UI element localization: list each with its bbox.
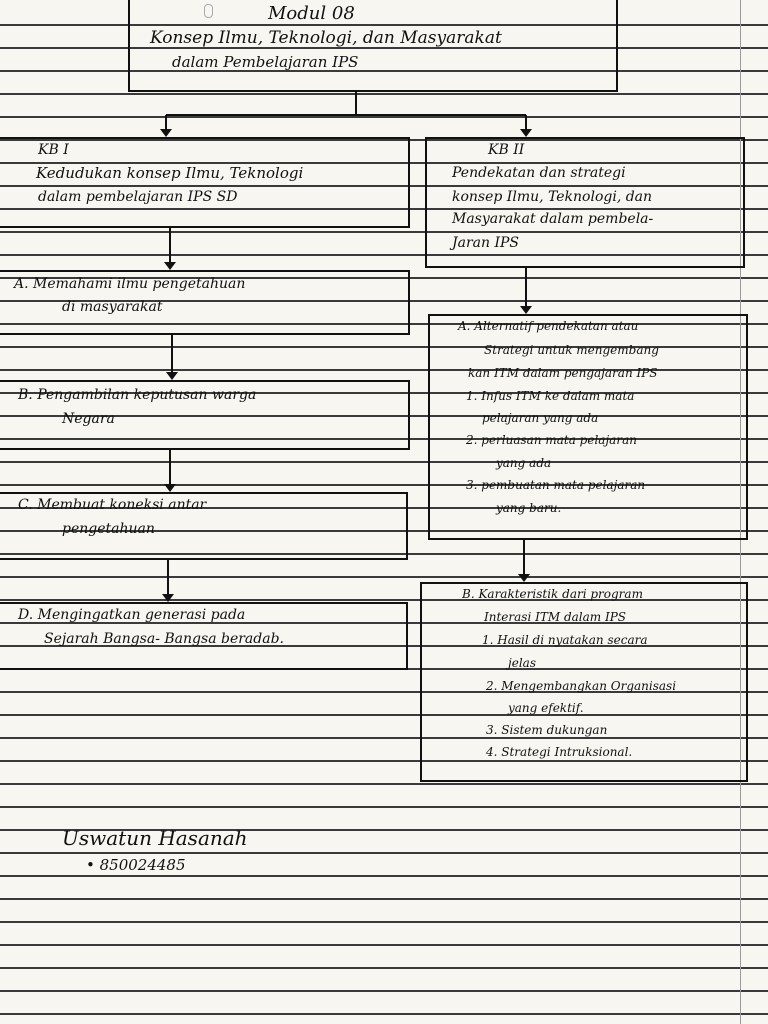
arrow-sb-head xyxy=(518,574,530,582)
section-a-item-3a: 3. pembuatan mata pelajaran xyxy=(466,478,646,492)
kb1-label: KB I xyxy=(38,142,69,158)
arrow-a-head xyxy=(164,262,176,270)
section-b-line-2: Interasi ITM dalam IPS xyxy=(484,610,626,624)
section-b-item-3: 3. Sistem dukungan xyxy=(486,723,608,737)
point-a-line-2: di masyarakat xyxy=(62,299,163,315)
point-b-line-1: B. Pengambilan keputusan warga xyxy=(18,387,257,403)
kb2-label: KB II xyxy=(488,142,525,158)
arrow-left-head xyxy=(160,129,172,137)
section-b-item-1a: 1. Hasil di nyatakan secara xyxy=(482,633,648,647)
signature-name: Uswatun Hasanah xyxy=(62,826,248,850)
kb2-line-3: Masyarakat dalam pembela- xyxy=(452,211,654,227)
module-title: Modul 08 xyxy=(268,3,355,24)
kb1-line-2: dalam pembelajaran IPS SD xyxy=(38,189,238,205)
point-d-line-2: Sejarah Bangsa- Bangsa beradab. xyxy=(44,631,284,647)
section-a-item-2a: 2. perluasan mata pelajaran xyxy=(466,433,637,447)
point-b-line-2: Negara xyxy=(62,411,115,427)
kb2-line-2: konsep Ilmu, Teknologi, dan xyxy=(452,189,653,205)
kb2-line-1: Pendekatan dan strategi xyxy=(452,165,626,181)
arrow-right-head xyxy=(520,129,532,137)
section-a-item-3b: yang baru. xyxy=(496,501,562,515)
section-a-item-2b: yang ada xyxy=(496,456,552,470)
kb1-line-1: Kedudukan konsep Ilmu, Teknologi xyxy=(36,164,304,182)
section-b-item-2a: 2. Mengembangkan Organisasi xyxy=(486,679,677,693)
section-a-item-1b: pelajaran yang ada xyxy=(482,411,599,425)
section-b-item-1b: jelas xyxy=(508,656,536,670)
point-c-line-1: C. Membuat koneksi antar xyxy=(18,497,207,513)
signature-number: • 850024485 xyxy=(86,856,186,874)
arrow-sa-head xyxy=(520,306,532,314)
point-c-line-2: pengetahuan xyxy=(62,521,155,537)
arrow-d-head xyxy=(162,594,174,602)
section-a-line-1: A. Alternatif pendekatan atau xyxy=(458,319,639,333)
arrow-b-head xyxy=(166,372,178,380)
title-line-2: dalam Pembelajaran IPS xyxy=(172,53,359,71)
section-a-item-1a: 1. Infus ITM ke dalam mata xyxy=(466,389,635,403)
section-a-line-3: kan ITM dalam pengajaran IPS xyxy=(468,366,658,380)
section-a-line-2: Strategi untuk mengembang xyxy=(484,343,659,357)
point-d-line-1: D. Mengingatkan generasi pada xyxy=(18,607,246,623)
point-a-line-1: A. Memahami ilmu pengetahuan xyxy=(14,276,246,292)
kb2-line-4: Jaran IPS xyxy=(452,235,520,251)
title-line-1: Konsep Ilmu, Teknologi, dan Masyarakat xyxy=(150,28,502,48)
section-b-item-4: 4. Strategi Intruksional. xyxy=(486,745,633,759)
arrow-c-head xyxy=(164,484,176,492)
section-b-item-2b: yang efektif. xyxy=(508,701,584,715)
section-b-line-1: B. Karakteristik dari program xyxy=(462,587,643,601)
